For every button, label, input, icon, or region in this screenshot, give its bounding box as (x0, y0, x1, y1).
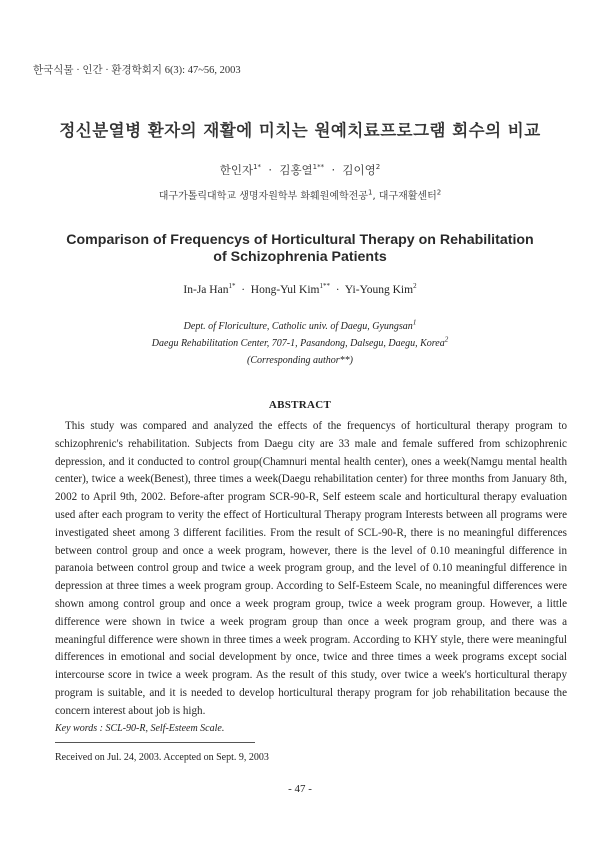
affiliation-korean: 대구가톨릭대학교 생명자원학부 화훼원예학전공$^1$, 대구재활센터$^2$ (158, 188, 442, 202)
title-korean: 정신분열병 환자의 재활에 미치는 원예치료프로그램 회수의 비교 (59, 121, 541, 140)
abstract-paragraph: This study was compared and analyzed the effects of the frequencys of horticultural therapy program to schizophrenic's rehabilitation. Subjects from Daegu city are 33 male and female suffered from schizophrenic depression, and it conducted to control group(Chamnuri mental health center), ones a week(Namgu mental health center), twice a week(Benest), three times a week(Daegu rehabilitation center) for three months from January 8th, 2002 to April 9th, 2002. Before-after program SCR-90-R, Self esteem scale and horticultural therapy evaluation used after each program to verity the effect of Horticultural Therapy program Interests between all programs were investigated sheet among 3 different facilities. From the result of SCL-90-R, there is no meaningful differences between control group and once a week program, however, there is the level of 0.10 meaningful difference in paranoia between control group and twice a week program group, and the level of 0.10 meaningful difference in depression at three times a week program group. According to Self-Esteem Scale, no meaningful differences were shown among control group and once a week program group, twice a week program group. However, a little difference were shown in twice a week program group than once a week program group, and there was a meaningful difference were shown in three times a week program. According to KHY style, there were meaningful differences in emotional and social development by once, twice and three times a week programs except social intercourse score in twice a week program. As the result of this study, over twice a week's horticultural therapy program is suitable, and it is needed to develop horticultural therapy program for job rehabilitation because the concern interest about job is high. (55, 420, 567, 717)
corresponding-author-note: (Corresponding author**) (246, 355, 354, 366)
author-name: Yi-Young Kim (344, 284, 414, 296)
author-name: Hong-Yul Kim (250, 284, 320, 296)
footnote-divider (55, 742, 255, 743)
affiliation-mark: 1 (367, 188, 373, 197)
title-english (40, 232, 560, 266)
author-name: In-Ja Han (183, 284, 229, 296)
abstract-body (55, 418, 567, 721)
received-date: Received on Jul. 24, 2003. Accepted on Sept. 9, 2003 (55, 752, 269, 763)
affiliation-2: 대구재활센터 (378, 191, 437, 202)
author-mark: 2 (413, 282, 417, 291)
keywords: Key words : SCL-90-R, Self-Esteem Scale. (55, 723, 225, 734)
author-mark: 1* (253, 163, 262, 172)
affiliation-line: Daegu Rehabilitation Center, 707-1, Pasandong, Dalsegu, Daegu, Korea$^2$ (151, 335, 449, 349)
affiliation-line: Dept. of Floriculture, Catholic univ. of Daegu, Gyungsan$^1$ (183, 318, 417, 332)
authors-english: In-Ja Han$^{1*}$ · Hong-Yul Kim$^{1**}$ · Yi-Young Kim$^2$ (183, 282, 417, 296)
author-name: 김홍열 (279, 163, 313, 177)
author-name: 한인자 (219, 163, 254, 177)
author-mark: 1** (319, 282, 330, 291)
affiliation-1: 대구가톨릭대학교 생명자원학부 화훼원예학전공 (158, 191, 368, 202)
author-mark: 1* (228, 282, 236, 291)
abstract-heading: ABSTRACT (268, 399, 332, 411)
affiliation-english (0, 318, 600, 369)
title-english-line: of Schizophrenia Patients (213, 249, 387, 265)
affiliation-mark: 2 (436, 188, 442, 197)
journal-citation: 한국식물 · 인간 · 환경학회지 6(3): 47~56, 2003 (33, 65, 241, 76)
page-number: - 47 - (288, 783, 312, 795)
author-name: 김이영 (342, 163, 376, 177)
author-mark: 2 (375, 163, 381, 172)
author-mark: 1** (312, 163, 325, 172)
authors-korean: 한인자$^{1*}$ · 김홍열$^{1**}$ · 김이영$^2$ (219, 163, 381, 177)
title-english-line: Comparison of Frequencys of Horticultural Therapy on Rehabilitation (66, 232, 534, 248)
